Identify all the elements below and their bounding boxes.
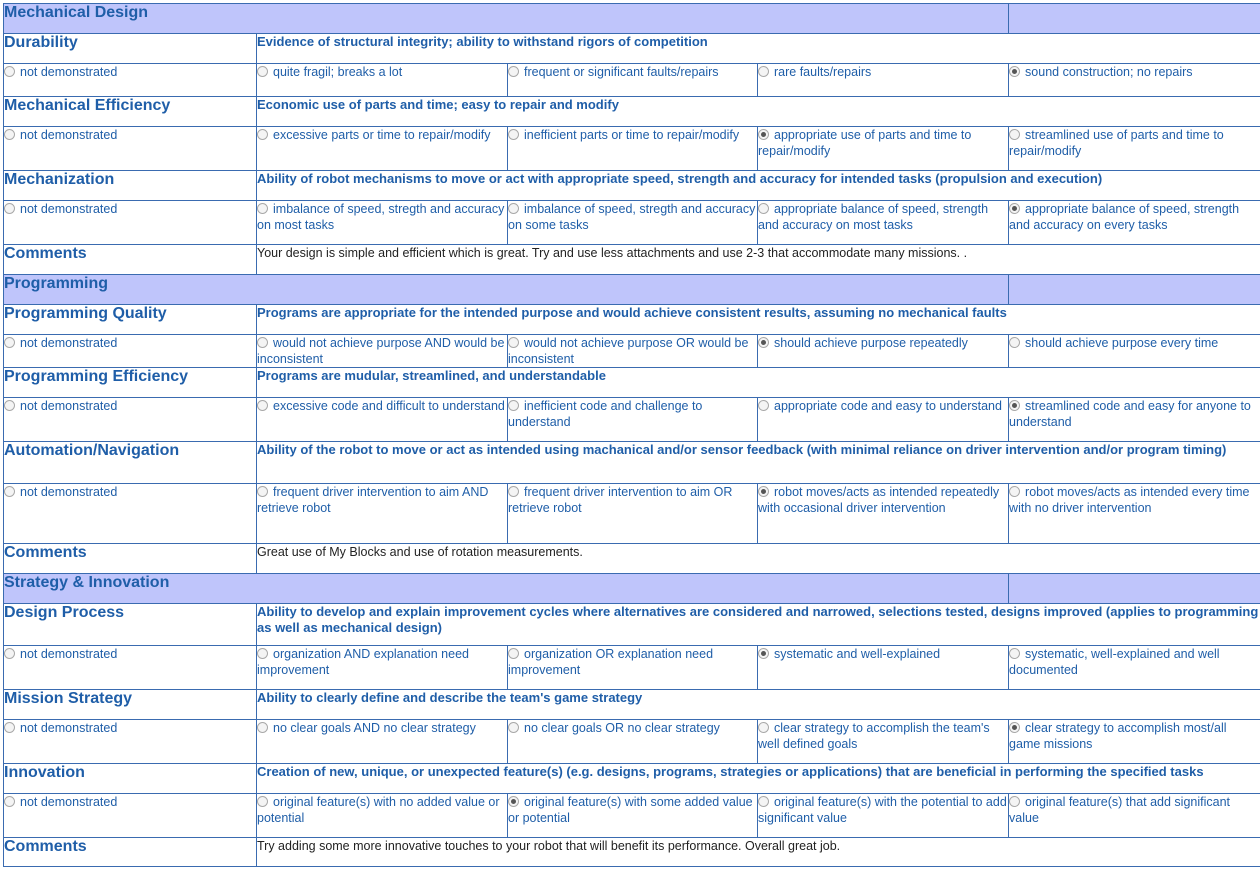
rating-option[interactable] <box>257 335 508 368</box>
rating-option-label: would not achieve purpose AND would be inconsistent <box>257 336 505 366</box>
radio-unchecked-icon[interactable] <box>257 648 268 659</box>
rating-option-label: sound construction; no repairs <box>1025 65 1193 79</box>
rating-options-row <box>4 720 1260 764</box>
radio-checked-icon[interactable] <box>1009 400 1020 411</box>
criterion-name: Durability <box>4 34 257 64</box>
rating-option-label: systematic, well-explained and well documented <box>1009 647 1220 677</box>
rating-option[interactable] <box>508 484 758 544</box>
criterion-row-mechanical-efficiency <box>4 97 1260 127</box>
rating-option[interactable] <box>508 201 758 245</box>
rating-options-row <box>4 127 1260 171</box>
rating-option[interactable] <box>758 64 1009 97</box>
rating-option-label: organization AND explanation need improvement <box>257 647 469 677</box>
rating-option-label: not demonstrated <box>20 202 118 216</box>
rating-option-label: frequent driver intervention to aim OR retrieve robot <box>508 485 733 515</box>
criterion-description: Economic use of parts and time; easy to repair and modify <box>257 97 1260 127</box>
section-header-empty-cell <box>1009 275 1260 305</box>
rating-option[interactable] <box>758 201 1009 245</box>
comments-text: Great use of My Blocks and use of rotation measurements. <box>257 544 1260 574</box>
rating-option-label: frequent driver intervention to aim AND retrieve robot <box>257 485 489 515</box>
rating-option-label: frequent or significant faults/repairs <box>524 65 719 79</box>
criterion-description: Ability of robot mechanisms to move or act with appropriate speed, strength and accuracy for intended tasks (propulsion and execution) <box>257 171 1260 201</box>
rating-option-label: streamlined code and easy for anyone to understand <box>1009 399 1251 429</box>
radio-unchecked-icon[interactable] <box>257 722 268 733</box>
rating-option-label: systematic and well-explained <box>774 647 941 661</box>
rating-option-label: not demonstrated <box>20 485 118 499</box>
radio-unchecked-icon[interactable] <box>758 66 769 77</box>
rating-option[interactable] <box>4 127 257 171</box>
rating-option[interactable] <box>257 484 508 544</box>
comments-label: Comments <box>4 245 257 275</box>
radio-unchecked-icon[interactable] <box>257 796 268 807</box>
radio-unchecked-icon[interactable] <box>1009 337 1020 348</box>
rating-option[interactable] <box>508 646 758 690</box>
radio-unchecked-icon[interactable] <box>508 129 519 140</box>
rating-option[interactable] <box>508 127 758 171</box>
criterion-name: Innovation <box>4 764 257 794</box>
radio-unchecked-icon[interactable] <box>508 66 519 77</box>
section-header-programming <box>4 275 1260 305</box>
radio-unchecked-icon[interactable] <box>257 129 268 140</box>
comments-row <box>4 245 1260 275</box>
rating-option[interactable] <box>1009 335 1260 368</box>
rating-option-label: not demonstrated <box>20 399 118 413</box>
rating-option[interactable] <box>758 398 1009 442</box>
rating-option-label: robot moves/acts as intended repeatedly with occasional driver intervention <box>758 485 1000 515</box>
rating-option-label: appropriate use of parts and time to repair/modify <box>758 128 972 158</box>
comments-text: Your design is simple and efficient which is great. Try and use less attachments and use 2-3 that accommodate many missions. . <box>257 245 1260 275</box>
criterion-description: Ability of the robot to move or act as intended using machanical and/or sensor feedback (with minimal reliance on driver intervention and/or program timing) <box>257 442 1260 484</box>
criterion-name: Design Process <box>4 604 257 646</box>
rating-option[interactable] <box>508 794 758 838</box>
rating-option-label: original feature(s) with some added value or potential <box>508 795 753 825</box>
rating-option[interactable] <box>508 720 758 764</box>
comments-row <box>4 838 1260 867</box>
radio-checked-icon[interactable] <box>1009 66 1020 77</box>
rating-option[interactable] <box>4 646 257 690</box>
radio-unchecked-icon[interactable] <box>1009 796 1020 807</box>
section-title: Programming <box>4 275 1009 305</box>
radio-unchecked-icon[interactable] <box>257 203 268 214</box>
rating-option-label: clear strategy to accomplish the team's well defined goals <box>758 721 990 751</box>
rating-option-label: not demonstrated <box>20 647 118 661</box>
rating-option-label: should achieve purpose repeatedly <box>774 336 968 350</box>
rating-options-row <box>4 794 1260 838</box>
criterion-row-innovation <box>4 764 1260 794</box>
rating-option-label: should achieve purpose every time <box>1025 336 1219 350</box>
comments-row <box>4 544 1260 574</box>
radio-unchecked-icon[interactable] <box>1009 129 1020 140</box>
criterion-row-programming-quality <box>4 305 1260 335</box>
rating-option-label: clear strategy to accomplish most/all game missions <box>1009 721 1227 751</box>
section-header-empty-cell <box>1009 574 1260 604</box>
rating-option-label: no clear goals OR no clear strategy <box>524 721 720 735</box>
radio-unchecked-icon[interactable] <box>4 722 15 733</box>
rating-option[interactable] <box>257 201 508 245</box>
rating-option[interactable] <box>4 335 257 368</box>
criterion-description: Creation of new, unique, or unexpected feature(s) (e.g. designs, programs, strategies or applications) that are beneficial in performing the specified tasks <box>257 764 1260 794</box>
criterion-name: Mechanization <box>4 171 257 201</box>
rating-option-label: streamlined use of parts and time to repair/modify <box>1009 128 1224 158</box>
rating-option-label: inefficient parts or time to repair/modify <box>524 128 740 142</box>
radio-checked-icon[interactable] <box>1009 722 1020 733</box>
radio-unchecked-icon[interactable] <box>758 203 769 214</box>
criterion-description: Evidence of structural integrity; ability to withstand rigors of competition <box>257 34 1260 64</box>
radio-unchecked-icon[interactable] <box>257 337 268 348</box>
radio-unchecked-icon[interactable] <box>257 400 268 411</box>
radio-unchecked-icon[interactable] <box>4 648 15 659</box>
radio-unchecked-icon[interactable] <box>4 66 15 77</box>
criterion-description: Programs are appropriate for the intended purpose and would achieve consistent results, assuming no mechanical faults <box>257 305 1260 335</box>
rating-option[interactable] <box>4 484 257 544</box>
section-title: Mechanical Design <box>4 4 1009 34</box>
criterion-row-mechanization <box>4 171 1260 201</box>
criterion-row-design-process <box>4 604 1260 646</box>
rating-option[interactable] <box>257 127 508 171</box>
radio-unchecked-icon[interactable] <box>508 400 519 411</box>
radio-unchecked-icon[interactable] <box>257 486 268 497</box>
criterion-name: Automation/Navigation <box>4 442 257 484</box>
rating-option[interactable] <box>4 794 257 838</box>
radio-checked-icon[interactable] <box>508 796 519 807</box>
radio-checked-icon[interactable] <box>758 129 769 140</box>
rating-option-label: appropriate balance of speed, strength and accuracy on most tasks <box>758 202 989 232</box>
rating-option[interactable] <box>4 64 257 97</box>
rating-option-label: excessive code and difficult to understand <box>273 399 505 413</box>
rating-option-label: original feature(s) with the potential to add significant value <box>758 795 1007 825</box>
rating-option[interactable] <box>1009 127 1260 171</box>
rubric-table <box>3 3 1260 867</box>
criterion-description: Ability to develop and explain improvement cycles where alternatives are considered and narrowed, selections tested, designs improved (applies to programming as well as mechanical design) <box>257 604 1260 646</box>
rating-option-label: excessive parts or time to repair/modify <box>273 128 491 142</box>
radio-unchecked-icon[interactable] <box>1009 648 1020 659</box>
rating-option[interactable] <box>1009 201 1260 245</box>
rating-option[interactable] <box>1009 646 1260 690</box>
rating-option[interactable] <box>257 646 508 690</box>
rating-option[interactable] <box>1009 720 1260 764</box>
radio-unchecked-icon[interactable] <box>4 337 15 348</box>
rating-option-label: not demonstrated <box>20 795 118 809</box>
rating-options-row <box>4 484 1260 544</box>
rating-option-label: appropriate balance of speed, strength and accuracy on every tasks <box>1009 202 1240 232</box>
radio-unchecked-icon[interactable] <box>508 722 519 733</box>
radio-checked-icon[interactable] <box>758 486 769 497</box>
radio-checked-icon[interactable] <box>758 337 769 348</box>
radio-unchecked-icon[interactable] <box>508 486 519 497</box>
rating-option-label: organization OR explanation need improvement <box>508 647 714 677</box>
criterion-row-programming-efficiency <box>4 368 1260 398</box>
rating-option[interactable] <box>257 794 508 838</box>
radio-unchecked-icon[interactable] <box>758 400 769 411</box>
rating-option-label: not demonstrated <box>20 721 118 735</box>
rating-option-label: appropriate code and easy to understand <box>774 399 1002 413</box>
radio-unchecked-icon[interactable] <box>4 796 15 807</box>
rating-options-row <box>4 335 1260 368</box>
rating-option-label: imbalance of speed, stregth and accuracy on most tasks <box>257 202 505 232</box>
rating-option[interactable] <box>1009 794 1260 838</box>
comments-label: Comments <box>4 544 257 574</box>
radio-unchecked-icon[interactable] <box>4 129 15 140</box>
rating-option[interactable] <box>508 335 758 368</box>
criterion-name: Programming Quality <box>4 305 257 335</box>
radio-unchecked-icon[interactable] <box>508 337 519 348</box>
rating-option[interactable] <box>508 398 758 442</box>
rating-option[interactable] <box>758 720 1009 764</box>
rating-option-label: inefficient code and challenge to understand <box>508 399 703 429</box>
rating-option[interactable] <box>1009 484 1260 544</box>
rating-options-row <box>4 646 1260 690</box>
section-header-mechanical-design <box>4 4 1260 34</box>
rating-option[interactable] <box>4 201 257 245</box>
rating-option[interactable] <box>4 398 257 442</box>
rating-options-row <box>4 64 1260 97</box>
rating-option[interactable] <box>1009 398 1260 442</box>
radio-checked-icon[interactable] <box>758 648 769 659</box>
comments-label: Comments <box>4 838 257 867</box>
rating-option-label: no clear goals AND no clear strategy <box>273 721 476 735</box>
radio-unchecked-icon[interactable] <box>1009 486 1020 497</box>
criterion-name: Mechanical Efficiency <box>4 97 257 127</box>
rating-option-label: not demonstrated <box>20 65 118 79</box>
rating-option[interactable] <box>758 646 1009 690</box>
rating-option[interactable] <box>257 398 508 442</box>
radio-unchecked-icon[interactable] <box>4 203 15 214</box>
radio-unchecked-icon[interactable] <box>4 400 15 411</box>
criterion-name: Mission Strategy <box>4 690 257 720</box>
criterion-name: Programming Efficiency <box>4 368 257 398</box>
criterion-description: Ability to clearly define and describe the team's game strategy <box>257 690 1260 720</box>
rating-option[interactable] <box>758 484 1009 544</box>
rating-option[interactable] <box>758 794 1009 838</box>
section-header-strategy-innovation <box>4 574 1260 604</box>
radio-unchecked-icon[interactable] <box>508 648 519 659</box>
rating-option[interactable] <box>1009 64 1260 97</box>
rating-option-label: imbalance of speed, stregth and accuracy on some tasks <box>508 202 756 232</box>
rating-option-label: original feature(s) that add significant value <box>1009 795 1231 825</box>
criterion-row-durability <box>4 34 1260 64</box>
rating-options-row <box>4 398 1260 442</box>
rating-option[interactable] <box>257 64 508 97</box>
rating-option-label: robot moves/acts as intended every time with no driver intervention <box>1009 485 1250 515</box>
radio-unchecked-icon[interactable] <box>758 796 769 807</box>
rating-option-label: would not achieve purpose OR would be inconsistent <box>508 336 749 366</box>
rating-option[interactable] <box>4 720 257 764</box>
section-title: Strategy & Innovation <box>4 574 1009 604</box>
rating-option-label: not demonstrated <box>20 128 118 142</box>
radio-checked-icon[interactable] <box>1009 203 1020 214</box>
radio-unchecked-icon[interactable] <box>508 203 519 214</box>
section-header-empty-cell <box>1009 4 1260 34</box>
rating-option[interactable] <box>257 720 508 764</box>
rating-option[interactable] <box>758 127 1009 171</box>
rating-option-label: rare faults/repairs <box>774 65 872 79</box>
radio-unchecked-icon[interactable] <box>4 486 15 497</box>
rating-option-label: quite fragil; breaks a lot <box>273 65 403 79</box>
criterion-row-automation-navigation <box>4 442 1260 484</box>
rating-option-label: not demonstrated <box>20 336 118 350</box>
rating-option-label: original feature(s) with no added value or potential <box>257 795 500 825</box>
comments-text: Try adding some more innovative touches to your robot that will benefit its performance. Overall great job. <box>257 838 1260 867</box>
criterion-description: Programs are mudular, streamlined, and understandable <box>257 368 1260 398</box>
criterion-row-mission-strategy <box>4 690 1260 720</box>
radio-unchecked-icon[interactable] <box>257 66 268 77</box>
radio-unchecked-icon[interactable] <box>758 722 769 733</box>
rating-options-row <box>4 201 1260 245</box>
rating-option[interactable] <box>508 64 758 97</box>
rating-option[interactable] <box>758 335 1009 368</box>
